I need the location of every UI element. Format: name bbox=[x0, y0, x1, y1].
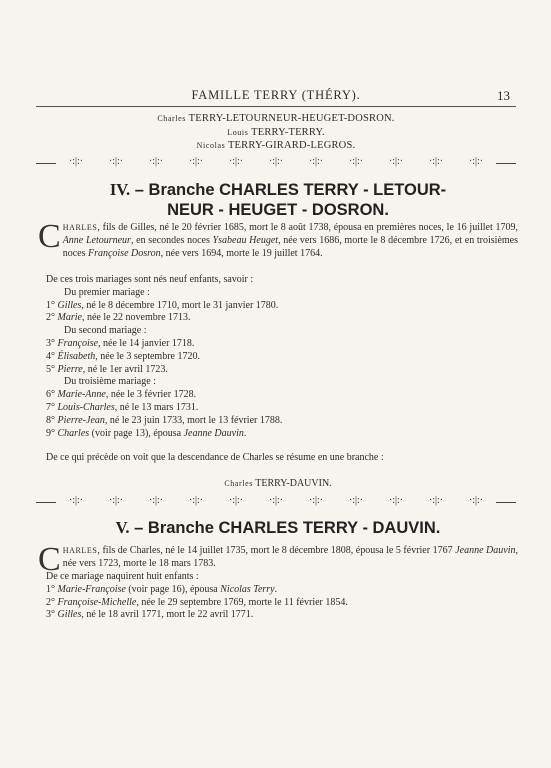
divider-ornament: ·:|:· bbox=[336, 495, 376, 506]
section-iv-summary: De ce qui précède on voit que la descendance de Charles se résume en une branche : bbox=[46, 452, 384, 463]
divider-ornament: ·:|:· bbox=[96, 156, 136, 167]
small-caps-name: Charles bbox=[157, 114, 186, 123]
divider-ornament: ·:|:· bbox=[176, 495, 216, 506]
divider-ornament: ·:|:· bbox=[136, 156, 176, 167]
divider-ornament: ·:|:· bbox=[296, 495, 336, 506]
divider-ornament: ·:|:· bbox=[336, 156, 376, 167]
list-item: 1° Marie-Françoise (voir page 16), épousa Nicolas Terry. bbox=[46, 583, 278, 595]
divider-ornament: ·:|:· bbox=[376, 156, 416, 167]
section-title: – Branche CHARLES TERRY - DAUVIN. bbox=[134, 519, 441, 537]
divider-ornament: ·:|:· bbox=[56, 156, 96, 167]
small-caps-name: Louis bbox=[227, 127, 249, 137]
list-item: 7° Louis-Charles, né le 13 mars 1731. bbox=[46, 401, 199, 413]
running-header bbox=[36, 88, 516, 107]
section-iv-intro: CHARLES, fils de Gilles, né le 20 février 1685, mort le 8 août 1738, épousa en premières noces, le 16 juillet 1709, Anne Letourneur, en secondes noces Ysabeau Heuget, née vers 1686, morte le 8 décembre 1726, et en troisièmes noces Françoise Dosron, née vers 1694, morte le 19 juillet 1764. bbox=[38, 218, 519, 259]
drop-cap: C bbox=[38, 218, 61, 255]
list-item: 3° Françoise, née le 14 janvier 1718. bbox=[46, 337, 195, 349]
divider-ornament: ·:|:· bbox=[456, 156, 496, 167]
divider-ornament: ·:|:· bbox=[256, 156, 296, 167]
lineage-rest: TERRY-LETOURNEUR-HEUGET-DOSRON. bbox=[186, 113, 395, 124]
list-item: 4° Élisabeth, née le 3 septembre 1720. bbox=[46, 350, 200, 362]
section-v-intro: CHARLES, fils de Charles, né le 14 juillet 1735, mort le 8 décembre 1808, épousa le 5 février 1767 Jeanne Dauvin, née vers 1723, morte le 18 mars 1783. bbox=[38, 541, 518, 578]
list-item: 2° Françoise-Michelle, née le 29 septembre 1769, morte le 11 février 1854. bbox=[46, 596, 348, 608]
lineage-line bbox=[36, 126, 516, 140]
section-number: V. bbox=[115, 518, 130, 537]
lineage-summary bbox=[36, 112, 516, 153]
list-item: 2° Marie, née le 22 novembre 1713. bbox=[46, 312, 191, 324]
list-item: 9° Charles (voir page 13), épousa Jeanne Dauvin. bbox=[46, 427, 247, 439]
marriage-label: Du premier mariage : bbox=[64, 286, 150, 298]
section-heading-iv bbox=[36, 180, 520, 220]
list-item: 3° Gilles, né le 18 avril 1771, mort le 22 avril 1771. bbox=[46, 609, 254, 621]
divider-ornament: ·:|:· bbox=[416, 156, 456, 167]
lineage-line bbox=[36, 139, 516, 153]
list-item: 8° Pierre-Jean, né le 23 juin 1733, mort le 13 février 1788. bbox=[46, 414, 283, 426]
divider-ornament: ·:|:· bbox=[416, 495, 456, 506]
divider-ornament: ·:|:· bbox=[376, 495, 416, 506]
children-intro: De ces trois mariages sont nés neuf enfants, savoir : bbox=[46, 274, 254, 285]
small-caps-name: Nicolas bbox=[196, 141, 226, 150]
divider-ornament: ·:|:· bbox=[176, 156, 216, 167]
divider-ornament: ·:|:· bbox=[296, 156, 336, 167]
divider-ornament: ·:|:· bbox=[56, 495, 96, 506]
section-heading-v bbox=[36, 518, 520, 538]
branch-summary: Charles TERRY-DAUVIN. bbox=[224, 478, 332, 489]
page-number: 13 bbox=[497, 88, 510, 103]
children-intro: De ce mariage naquirent huit enfants : bbox=[46, 571, 199, 582]
ornamental-divider bbox=[36, 497, 516, 507]
divider-ornament: ·:|:· bbox=[216, 156, 256, 167]
drop-cap: C bbox=[38, 541, 61, 578]
section-title-line2: NEUR - HEUGET - DOSRON. bbox=[167, 201, 389, 219]
marriage-label: Du troisième mariage : bbox=[64, 376, 156, 388]
lineage-rest: TERRY-TERRY. bbox=[248, 126, 325, 138]
section-number: IV. bbox=[109, 180, 131, 199]
divider-ornament: ·:|:· bbox=[136, 495, 176, 506]
lineage-line bbox=[36, 112, 516, 126]
divider-ornament: ·:|:· bbox=[216, 495, 256, 506]
list-item: 5° Pierre, né le 1er avril 1723. bbox=[46, 363, 168, 375]
divider-ornament: ·:|:· bbox=[256, 495, 296, 506]
divider-ornament: ·:|:· bbox=[96, 495, 136, 506]
list-item: 6° Marie-Anne, née le 3 février 1728. bbox=[46, 389, 197, 401]
header-title: FAMILLE TERRY (THÉRY). bbox=[191, 88, 361, 102]
lineage-rest: TERRY-GIRARD-LEGROS. bbox=[225, 140, 356, 151]
list-item: 1° Gilles, né le 8 décembre 1710, mort le 31 janvier 1780. bbox=[46, 299, 279, 311]
divider-ornament: ·:|:· bbox=[456, 495, 496, 506]
ornamental-divider bbox=[36, 158, 516, 168]
section-iv-children bbox=[38, 274, 518, 440]
section-title-line1: – Branche CHARLES TERRY - LETOUR- bbox=[134, 181, 447, 199]
marriage-label: Du second mariage : bbox=[64, 325, 147, 337]
section-v-children bbox=[38, 571, 518, 622]
